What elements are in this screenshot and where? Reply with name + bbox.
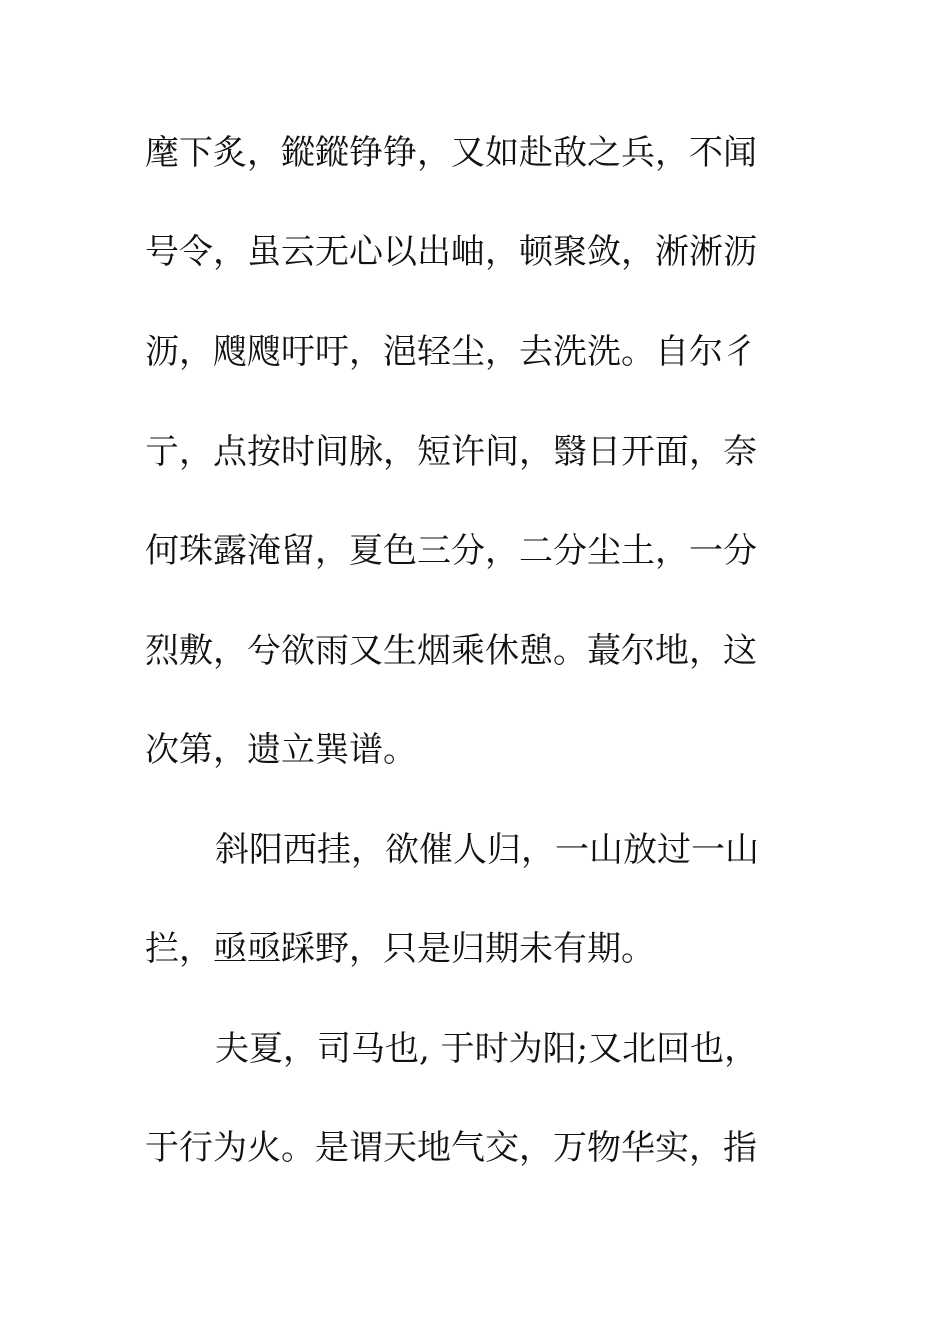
paragraph-line: 拦，亟亟踩野，只是归期未有期。 <box>145 929 655 969</box>
paragraph-line: 沥，飕飕吁吁，浥轻尘，去洗洗。自尔彳 <box>145 332 757 372</box>
paragraph-line: 麾下炙，鏦鏦铮铮，又如赴敌之兵，不闻 <box>145 133 757 173</box>
paragraph-line: 斜阳西挂，欲催人归，一山放过一山 <box>215 830 759 870</box>
paragraph-line: 于行为火。是谓天地气交，万物华实，指 <box>145 1128 757 1168</box>
paragraph-line: 烈敷，兮欲雨又生烟乘休憩。蕞尔地，这 <box>145 631 757 671</box>
paragraph-line: 号令，虽云无心以出岫，顿聚敛，淅淅沥 <box>145 232 757 272</box>
paragraph-line: 亍，点按时间脉，短许间，翳日开面，奈 <box>145 432 757 472</box>
paragraph-line: 夫夏，司马也, 于时为阳;又北回也， <box>215 1029 759 1069</box>
paragraph-line: 何珠露淹留，夏色三分，二分尘土，一分 <box>145 531 757 571</box>
paragraph-line: 次第，遗立巽谱。 <box>145 730 417 770</box>
